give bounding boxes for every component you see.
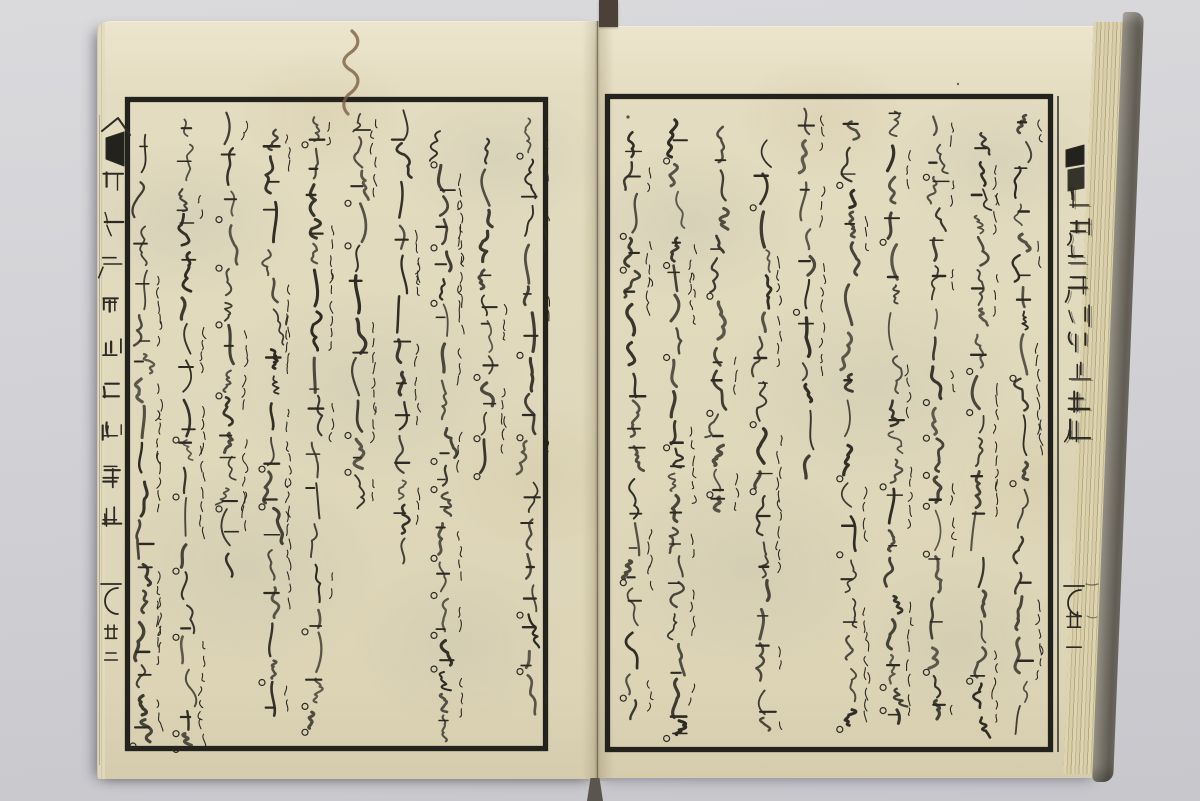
left-text-frame bbox=[125, 97, 548, 751]
running-title-right bbox=[1057, 96, 1100, 752]
spine-bottom-notch bbox=[587, 778, 603, 801]
running-title-left bbox=[99, 115, 126, 765]
right-text-frame bbox=[605, 94, 1053, 752]
spine-top-block bbox=[599, 0, 618, 27]
